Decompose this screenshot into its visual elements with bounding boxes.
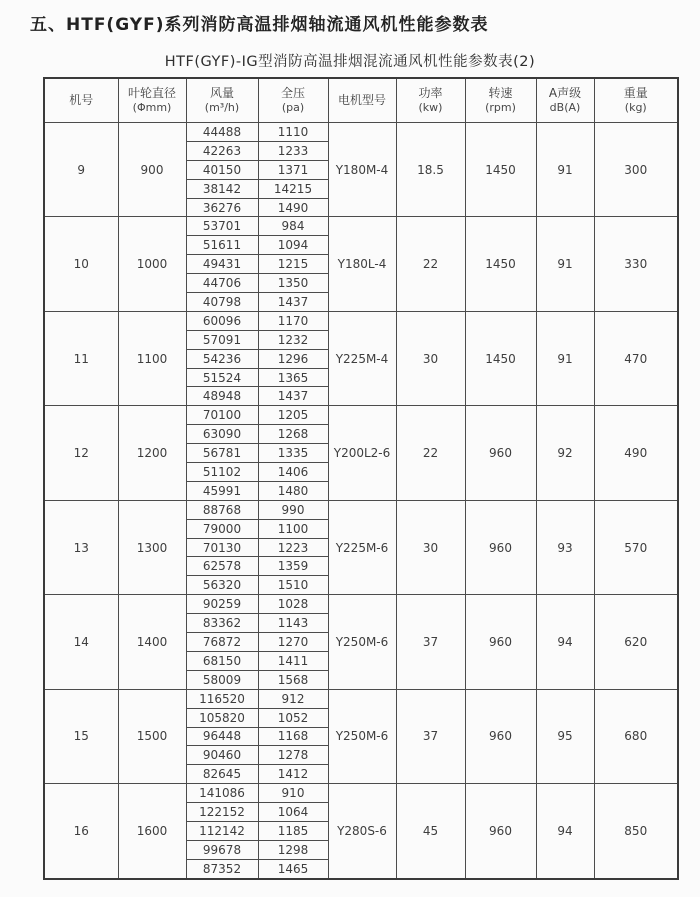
header-row [44, 78, 678, 123]
cell-impeller-diameter: 1100 [118, 311, 186, 405]
column-unit: (Φmm) [132, 101, 172, 115]
cell-impeller-diameter: 900 [118, 123, 186, 217]
cell-pressure: 14215 [258, 179, 328, 198]
cell-power: 30 [396, 500, 465, 594]
cell-airflow: 62578 [186, 557, 258, 576]
cell-power: 30 [396, 311, 465, 405]
cell-pressure: 1233 [258, 141, 328, 160]
cell-pressure: 910 [258, 784, 328, 803]
cell-speed: 1450 [465, 217, 536, 311]
table-row [44, 784, 678, 803]
cell-airflow: 112142 [186, 821, 258, 840]
cell-pressure: 1205 [258, 406, 328, 425]
column-header-0 [44, 78, 118, 123]
cell-airflow: 63090 [186, 425, 258, 444]
cell-airflow: 76872 [186, 633, 258, 652]
column-unit: (kg) [624, 101, 647, 115]
cell-pressure: 1406 [258, 463, 328, 482]
cell-pressure: 1100 [258, 519, 328, 538]
column-unit: (kw) [418, 101, 443, 115]
cell-pressure: 1064 [258, 803, 328, 822]
cell-machine-no: 15 [44, 689, 118, 783]
column-label: 功率 [418, 86, 443, 101]
column-label: 电机型号 [337, 93, 386, 107]
cell-pressure: 1568 [258, 670, 328, 689]
cell-airflow: 45991 [186, 481, 258, 500]
cell-motor-model: Y250M-6 [328, 689, 396, 783]
cell-motor-model: Y250M-6 [328, 595, 396, 689]
cell-pressure: 1298 [258, 840, 328, 859]
table-row [44, 217, 678, 236]
table-row [44, 123, 678, 142]
column-header-4 [328, 78, 396, 123]
cell-noise-level: 94 [536, 595, 594, 689]
cell-airflow: 88768 [186, 500, 258, 519]
cell-machine-no: 9 [44, 123, 118, 217]
cell-power: 18.5 [396, 123, 465, 217]
cell-pressure: 1412 [258, 765, 328, 784]
cell-pressure: 1437 [258, 387, 328, 406]
cell-pressure: 1028 [258, 595, 328, 614]
cell-power: 45 [396, 784, 465, 879]
cell-speed: 1450 [465, 123, 536, 217]
cell-noise-level: 93 [536, 500, 594, 594]
cell-airflow: 44706 [186, 274, 258, 293]
table-subtitle: HTF(GYF)-IG型消防高温排烟混流通风机性能参数表(2) [164, 54, 536, 70]
cell-speed: 960 [465, 689, 536, 783]
cell-weight: 490 [594, 406, 678, 500]
cell-airflow: 38142 [186, 179, 258, 198]
column-unit: dB(A) [549, 101, 581, 115]
cell-speed: 960 [465, 784, 536, 879]
cell-airflow: 68150 [186, 651, 258, 670]
cell-pressure: 1110 [258, 123, 328, 142]
cell-pressure: 1215 [258, 255, 328, 274]
cell-motor-model: Y225M-4 [328, 311, 396, 405]
cell-power: 37 [396, 595, 465, 689]
cell-airflow: 82645 [186, 765, 258, 784]
cell-pressure: 1359 [258, 557, 328, 576]
cell-pressure: 1223 [258, 538, 328, 557]
column-header-6 [465, 78, 536, 123]
performance-table-container [43, 77, 679, 880]
cell-airflow: 51611 [186, 236, 258, 255]
column-label: 全压 [280, 86, 305, 101]
cell-pressure: 1185 [258, 821, 328, 840]
column-label: 风量 [209, 86, 234, 101]
cell-airflow: 90460 [186, 746, 258, 765]
cell-airflow: 87352 [186, 859, 258, 878]
cell-pressure: 1143 [258, 614, 328, 633]
table-row [44, 406, 678, 425]
cell-airflow: 60096 [186, 311, 258, 330]
cell-airflow: 36276 [186, 198, 258, 217]
column-header-7 [536, 78, 594, 123]
cell-airflow: 54236 [186, 349, 258, 368]
cell-airflow: 56781 [186, 444, 258, 463]
column-label: 转速 [488, 86, 513, 101]
cell-power: 22 [396, 217, 465, 311]
column-header-5 [396, 78, 465, 123]
page-title: 五、HTF(GYF)系列消防高温排烟轴流通风机性能参数表 [30, 15, 489, 35]
cell-pressure: 1278 [258, 746, 328, 765]
cell-pressure: 1335 [258, 444, 328, 463]
cell-motor-model: Y180L-4 [328, 217, 396, 311]
column-label: 机号 [69, 93, 94, 107]
column-unit: (m³/h) [204, 101, 240, 115]
cell-airflow: 141086 [186, 784, 258, 803]
cell-weight: 570 [594, 500, 678, 594]
cell-motor-model: Y225M-6 [328, 500, 396, 594]
cell-noise-level: 94 [536, 784, 594, 879]
cell-pressure: 990 [258, 500, 328, 519]
column-header-8 [594, 78, 678, 123]
cell-airflow: 122152 [186, 803, 258, 822]
cell-weight: 680 [594, 689, 678, 783]
cell-airflow: 40150 [186, 160, 258, 179]
cell-machine-no: 16 [44, 784, 118, 879]
cell-airflow: 51102 [186, 463, 258, 482]
cell-weight: 850 [594, 784, 678, 879]
cell-pressure: 1296 [258, 349, 328, 368]
column-header-3 [258, 78, 328, 123]
cell-airflow: 56320 [186, 576, 258, 595]
cell-airflow: 79000 [186, 519, 258, 538]
performance-table [43, 77, 679, 880]
cell-noise-level: 91 [536, 311, 594, 405]
table-row [44, 500, 678, 519]
table-row [44, 595, 678, 614]
column-label: 重量 [623, 86, 648, 101]
cell-machine-no: 14 [44, 595, 118, 689]
cell-airflow: 58009 [186, 670, 258, 689]
cell-airflow: 70100 [186, 406, 258, 425]
cell-airflow: 83362 [186, 614, 258, 633]
cell-pressure: 1270 [258, 633, 328, 652]
cell-weight: 330 [594, 217, 678, 311]
cell-airflow: 90259 [186, 595, 258, 614]
cell-airflow: 105820 [186, 708, 258, 727]
cell-machine-no: 13 [44, 500, 118, 594]
cell-motor-model: Y180M-4 [328, 123, 396, 217]
column-unit: (pa) [281, 101, 305, 115]
cell-noise-level: 91 [536, 217, 594, 311]
cell-pressure: 1094 [258, 236, 328, 255]
cell-pressure: 1168 [258, 727, 328, 746]
cell-airflow: 42263 [186, 141, 258, 160]
cell-impeller-diameter: 1400 [118, 595, 186, 689]
cell-pressure: 912 [258, 689, 328, 708]
cell-machine-no: 12 [44, 406, 118, 500]
cell-pressure: 1350 [258, 274, 328, 293]
cell-pressure: 1365 [258, 368, 328, 387]
cell-airflow: 51524 [186, 368, 258, 387]
cell-speed: 960 [465, 500, 536, 594]
cell-airflow: 48948 [186, 387, 258, 406]
cell-pressure: 1480 [258, 481, 328, 500]
column-unit: (rpm) [485, 101, 516, 115]
cell-airflow: 53701 [186, 217, 258, 236]
cell-pressure: 1490 [258, 198, 328, 217]
cell-airflow: 40798 [186, 293, 258, 312]
cell-pressure: 1268 [258, 425, 328, 444]
cell-power: 22 [396, 406, 465, 500]
cell-pressure: 1371 [258, 160, 328, 179]
cell-impeller-diameter: 1300 [118, 500, 186, 594]
cell-weight: 300 [594, 123, 678, 217]
column-label: 叶轮直径 [127, 86, 176, 101]
table-row [44, 689, 678, 708]
cell-motor-model: Y200L2-6 [328, 406, 396, 500]
cell-weight: 470 [594, 311, 678, 405]
cell-impeller-diameter: 1500 [118, 689, 186, 783]
cell-airflow: 49431 [186, 255, 258, 274]
table-header [44, 78, 678, 123]
cell-speed: 960 [465, 595, 536, 689]
cell-impeller-diameter: 1200 [118, 406, 186, 500]
cell-machine-no: 10 [44, 217, 118, 311]
cell-speed: 960 [465, 406, 536, 500]
cell-pressure: 1232 [258, 330, 328, 349]
table-row [44, 311, 678, 330]
cell-noise-level: 95 [536, 689, 594, 783]
cell-pressure: 1170 [258, 311, 328, 330]
cell-impeller-diameter: 1000 [118, 217, 186, 311]
column-label: A声级 [548, 86, 582, 101]
cell-motor-model: Y280S-6 [328, 784, 396, 879]
cell-airflow: 99678 [186, 840, 258, 859]
cell-impeller-diameter: 1600 [118, 784, 186, 879]
cell-airflow: 96448 [186, 727, 258, 746]
cell-pressure: 1411 [258, 651, 328, 670]
cell-airflow: 57091 [186, 330, 258, 349]
cell-power: 37 [396, 689, 465, 783]
cell-pressure: 1052 [258, 708, 328, 727]
cell-pressure: 1437 [258, 293, 328, 312]
cell-pressure: 984 [258, 217, 328, 236]
cell-noise-level: 92 [536, 406, 594, 500]
cell-airflow: 116520 [186, 689, 258, 708]
column-header-1 [118, 78, 186, 123]
cell-weight: 620 [594, 595, 678, 689]
cell-pressure: 1510 [258, 576, 328, 595]
cell-airflow: 44488 [186, 123, 258, 142]
cell-noise-level: 91 [536, 123, 594, 217]
table-body [44, 123, 678, 879]
cell-machine-no: 11 [44, 311, 118, 405]
cell-speed: 1450 [465, 311, 536, 405]
cell-airflow: 70130 [186, 538, 258, 557]
column-header-2 [186, 78, 258, 123]
cell-pressure: 1465 [258, 859, 328, 878]
